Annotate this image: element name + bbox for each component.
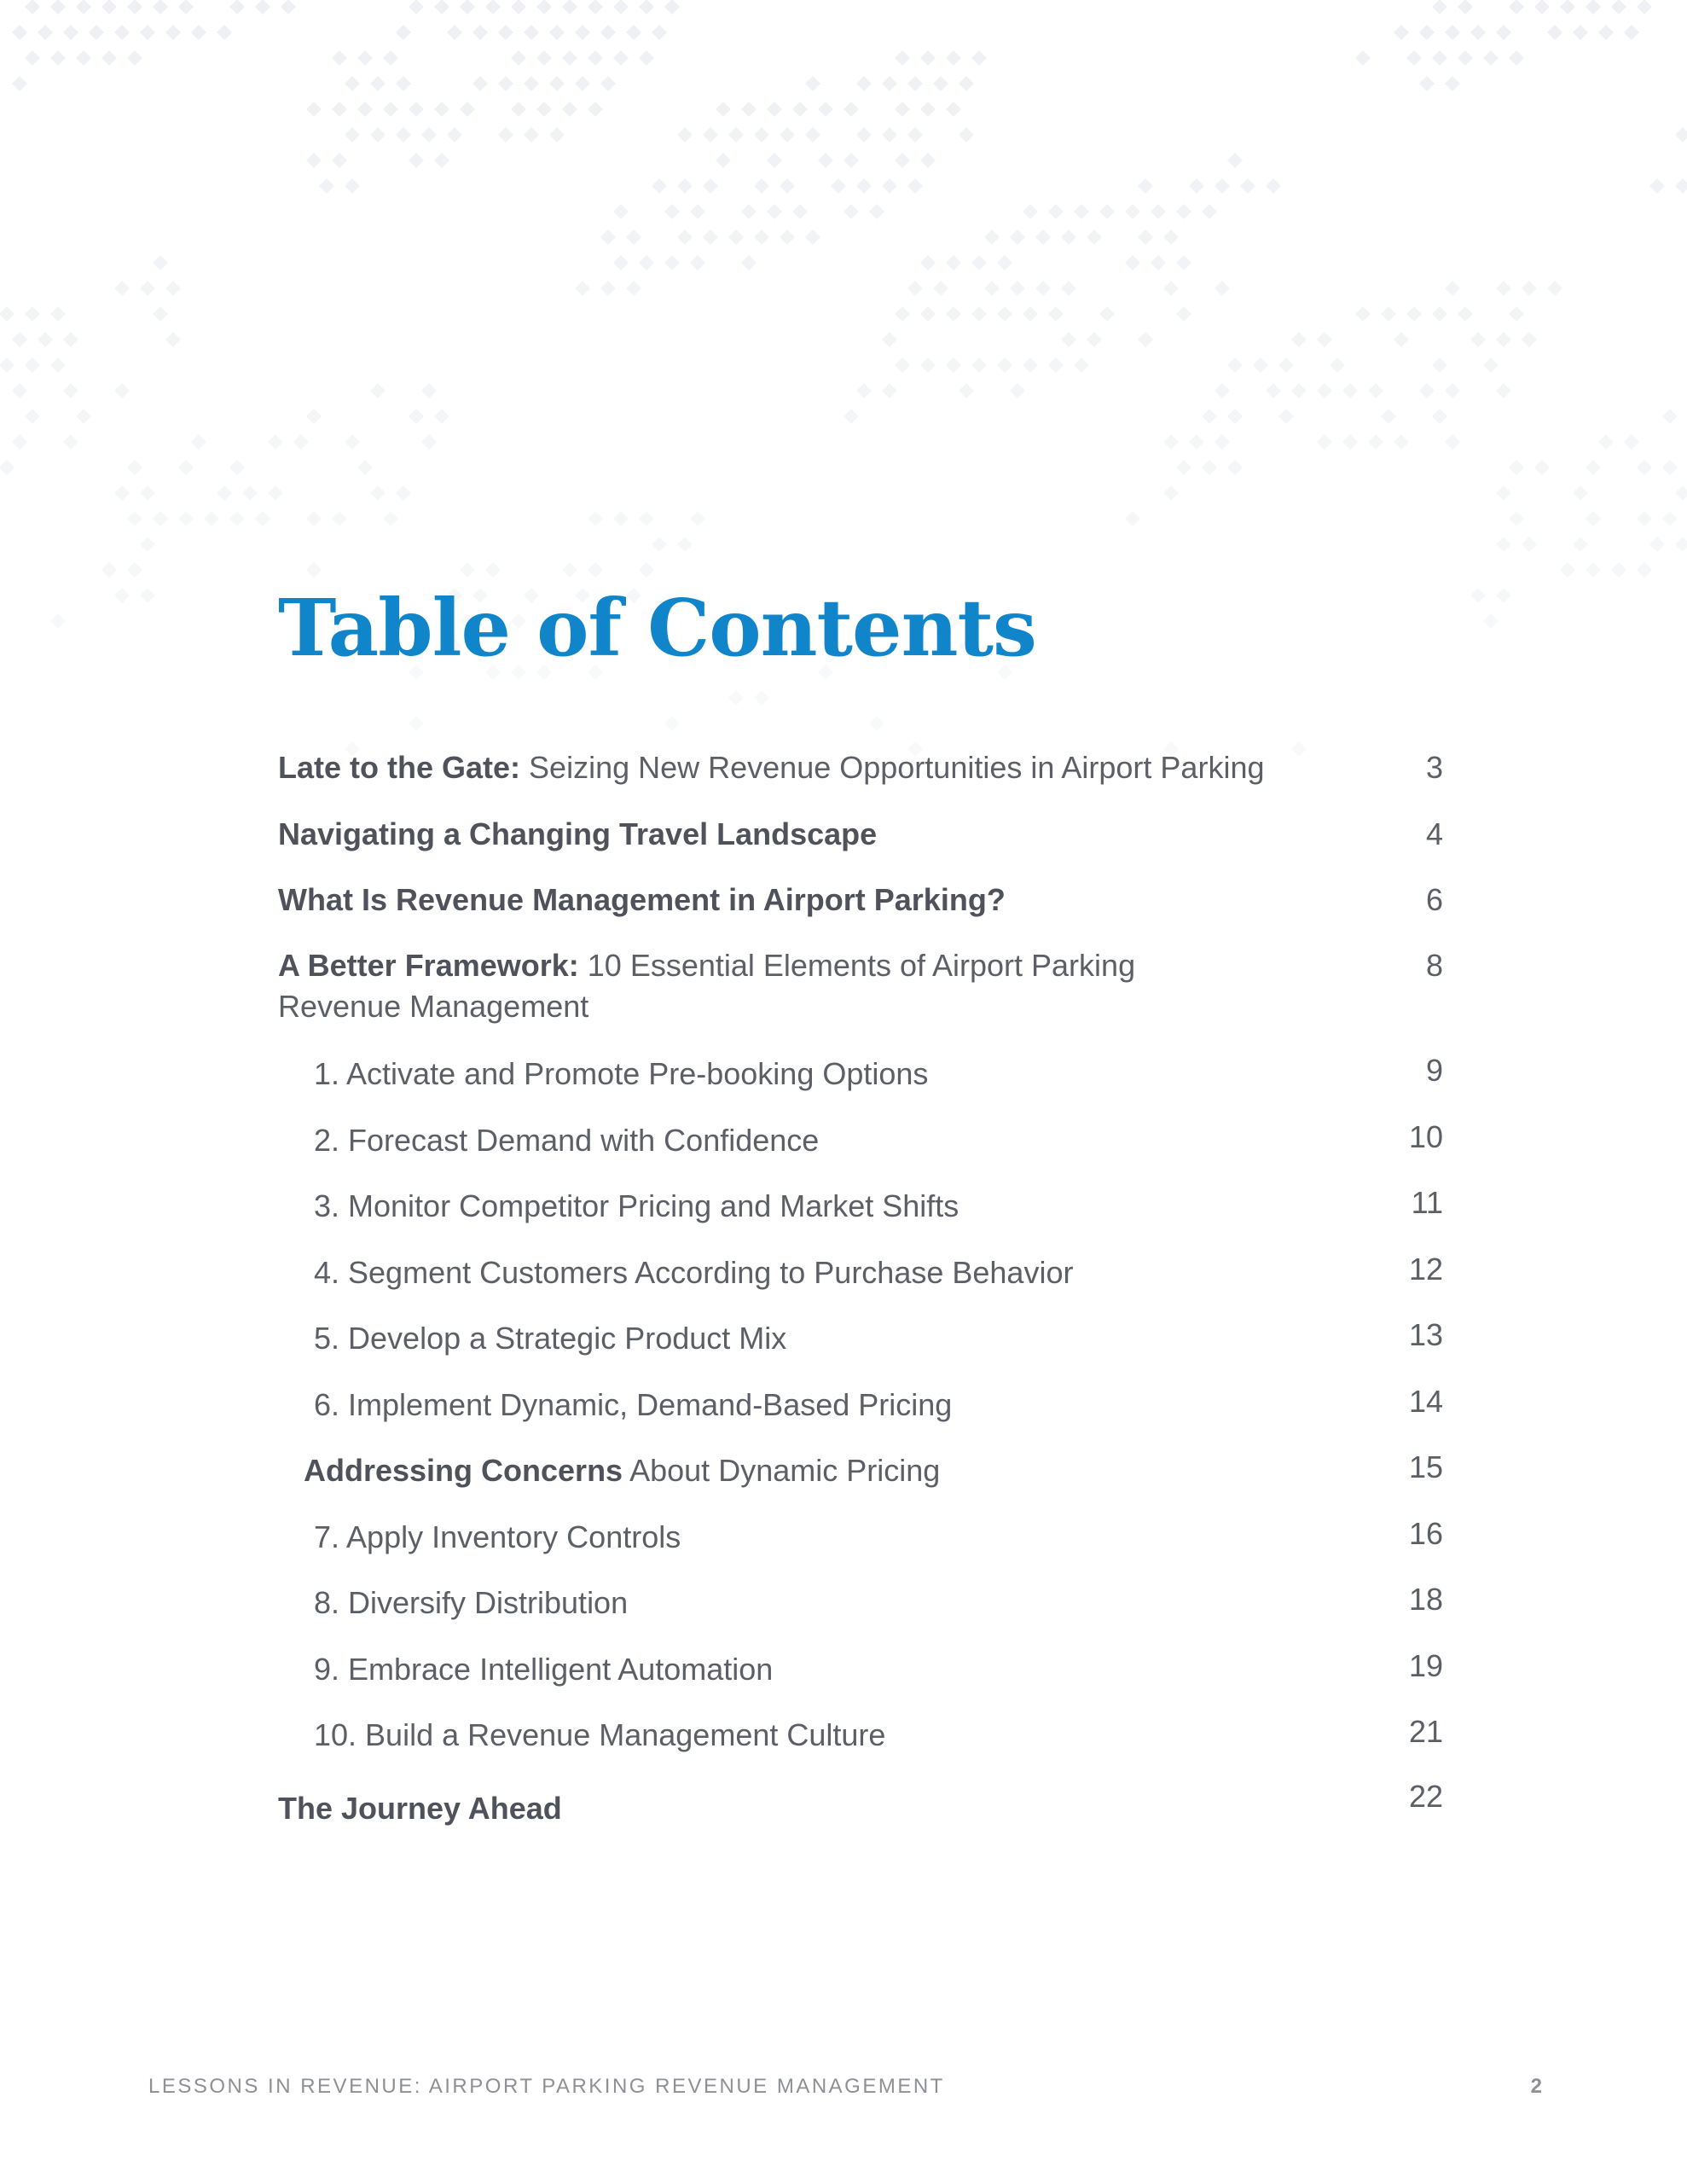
toc-entry-element-2[interactable] bbox=[278, 1120, 1455, 1161]
toc-page-number: 9 bbox=[1425, 1053, 1443, 1088]
toc-entry-element-6[interactable] bbox=[278, 1385, 1455, 1426]
toc-page-number: 19 bbox=[1408, 1648, 1443, 1683]
toc-page-number: 15 bbox=[1408, 1449, 1443, 1484]
page-footer bbox=[148, 2075, 1542, 2100]
toc-entry-journey-ahead[interactable] bbox=[278, 1779, 1455, 1829]
toc-entry-late-to-the-gate[interactable] bbox=[278, 747, 1455, 788]
toc-entry-bold: Late to the Gate: bbox=[278, 750, 521, 785]
toc-entry-text: 1. Activate and Promote Pre-booking Options bbox=[314, 1056, 929, 1091]
toc-entry-navigating[interactable] bbox=[278, 814, 1455, 855]
toc-entry-bold: A Better Framework: bbox=[278, 948, 579, 983]
toc-page-number: 6 bbox=[1425, 882, 1443, 917]
toc-page-number: 21 bbox=[1408, 1714, 1443, 1749]
toc-entry-text: 10. Build a Revenue Management Culture bbox=[314, 1717, 886, 1752]
toc-entry-element-3[interactable] bbox=[278, 1186, 1455, 1227]
toc-entry-text: 4. Segment Customers According to Purchase Behavior bbox=[314, 1255, 1074, 1290]
toc-entry-element-9[interactable] bbox=[278, 1649, 1455, 1690]
toc-entry-bold: Navigating a Changing Travel Landscape bbox=[278, 816, 878, 851]
toc-page-number: 13 bbox=[1408, 1317, 1443, 1352]
toc-page-number: 12 bbox=[1408, 1252, 1443, 1287]
toc-page-number: 11 bbox=[1411, 1185, 1443, 1220]
toc-entry-text: 7. Apply Inventory Controls bbox=[314, 1519, 681, 1554]
toc-entry-element-4[interactable] bbox=[278, 1252, 1455, 1293]
footer-publication-title: LESSONS IN REVENUE: AIRPORT PARKING REVENUE MANAGEMENT bbox=[148, 2075, 945, 2098]
toc-entry-text: Seizing New Revenue Opportunities in Airport Parking bbox=[520, 750, 1265, 785]
footer-page-number: 2 bbox=[1530, 2075, 1542, 2098]
toc-entry-text: 9. Embrace Intelligent Automation bbox=[314, 1652, 774, 1687]
toc-entry-what-is-revenue-management[interactable] bbox=[278, 880, 1455, 921]
toc-entry-element-10[interactable] bbox=[278, 1715, 1455, 1756]
toc-entry-text: 3. Monitor Competitor Pricing and Market Shifts bbox=[314, 1188, 959, 1223]
toc-page-number: 10 bbox=[1408, 1119, 1443, 1154]
toc-entry-text: 2. Forecast Demand with Confidence bbox=[314, 1123, 820, 1158]
toc-entry-bold: Addressing Concerns bbox=[304, 1453, 623, 1488]
toc-entry-text: 8. Diversify Distribution bbox=[314, 1585, 629, 1620]
toc-entry-bold: What Is Revenue Management in Airport Parking? bbox=[278, 882, 1006, 917]
toc-entry-addressing-concerns[interactable] bbox=[278, 1450, 1455, 1491]
toc-entry-text: About Dynamic Pricing bbox=[623, 1453, 941, 1488]
toc-entry-element-1[interactable] bbox=[278, 1054, 1455, 1095]
toc-page-number: 16 bbox=[1408, 1516, 1443, 1551]
toc-page-number: 18 bbox=[1408, 1582, 1443, 1617]
toc-entry-element-8[interactable] bbox=[278, 1583, 1455, 1623]
toc-page-number: 4 bbox=[1425, 816, 1443, 851]
toc-entry-element-7[interactable] bbox=[278, 1517, 1455, 1558]
toc-page-number: 8 bbox=[1425, 948, 1443, 983]
toc-page-number: 22 bbox=[1408, 1779, 1443, 1814]
toc-entry-element-5[interactable] bbox=[278, 1318, 1455, 1359]
toc-entry-bold: The Journey Ahead bbox=[278, 1791, 562, 1826]
page-title: Table of Contents bbox=[278, 582, 1036, 674]
toc-entry-better-framework[interactable] bbox=[278, 945, 1455, 1027]
toc-entry-text: 5. Develop a Strategic Product Mix bbox=[314, 1321, 787, 1356]
toc-page-number: 14 bbox=[1408, 1384, 1443, 1419]
toc-entry-text: 6. Implement Dynamic, Demand-Based Pricing bbox=[314, 1387, 953, 1422]
toc-page-number: 3 bbox=[1425, 750, 1443, 785]
toc-entry-text: 10 Essential Elements of Airport Parking Revenue Management bbox=[278, 948, 1136, 1024]
